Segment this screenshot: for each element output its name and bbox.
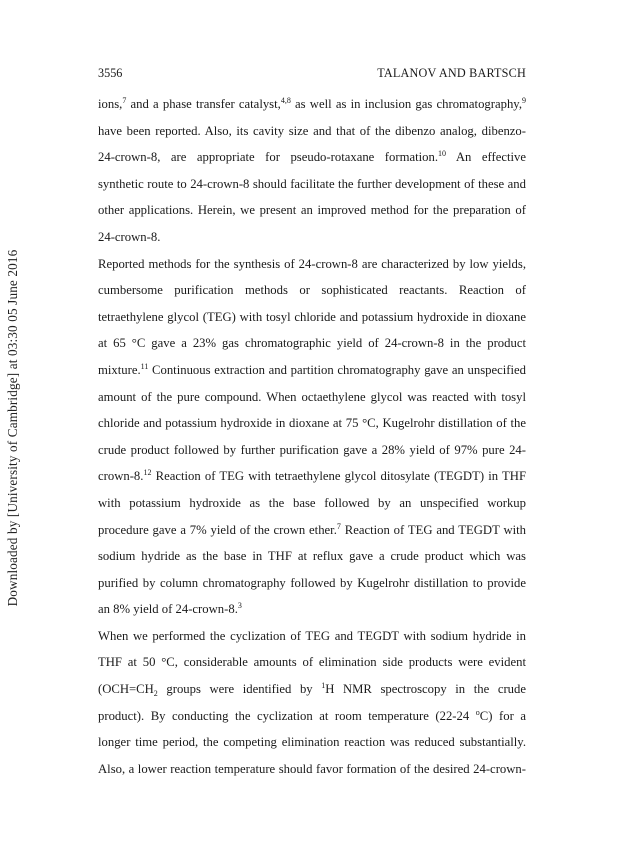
text-segment: an 8% yield of 24-crown-8. xyxy=(98,602,238,617)
text-line: amount of the pure compound. When octaethylene glycol was reacted with tosyl xyxy=(98,389,526,404)
text-line xyxy=(98,596,526,623)
text-line xyxy=(98,357,526,384)
running-head xyxy=(98,66,526,84)
text-line: purified by column chromatography followed by Kugelrohr distillation to provide xyxy=(98,575,526,590)
text-segment: C) for a xyxy=(479,708,526,723)
chemical-subscript: 2 xyxy=(153,689,158,699)
page-number: 3556 xyxy=(98,66,123,80)
text-segment: procedure gave a 7% yield of the crown ether. xyxy=(98,522,337,537)
text-segment: An effective xyxy=(446,150,526,165)
text-segment: and a phase transfer catalyst, xyxy=(126,97,281,111)
text-segment: Continuous extraction and partition chromatography gave an unspecified xyxy=(148,362,526,377)
text-line xyxy=(98,676,526,703)
text-line: synthetic route to 24-crown-8 should facilitate the further development of these and xyxy=(98,176,526,191)
text-line: tetraethylene glycol (TEG) with tosyl chloride and potassium hydroxide in dioxane xyxy=(98,309,526,324)
degree-superscript: o xyxy=(475,707,480,717)
text-line: crude product followed by further purification gave a 28% yield of 97% pure 24- xyxy=(98,442,526,457)
text-line: have been reported. Also, its cavity size and that of the dibenzo analog, dibenzo- xyxy=(98,123,526,138)
text-segment: crown-8. xyxy=(98,469,144,484)
article-body xyxy=(98,91,526,782)
text-line xyxy=(98,517,526,544)
citation-superscript: 4,8 xyxy=(280,96,291,105)
text-segment: 24-crown-8, are appropriate for pseudo-rotaxane formation. xyxy=(98,150,439,165)
citation-superscript: 10 xyxy=(438,149,447,159)
text-line xyxy=(98,144,526,171)
citation-superscript: 9 xyxy=(522,96,526,105)
text-segment: H NMR spectroscopy in the crude xyxy=(325,682,526,697)
citation-superscript: 11 xyxy=(140,361,149,371)
text-line: chloride and potassium hydroxide in dioxane at 75 °C, Kugelrohr distillation of the xyxy=(98,416,526,431)
download-notice-sidebar xyxy=(0,0,26,864)
text-line: When we performed the cyclization of TEG and TEGDT with sodium hydride in xyxy=(98,628,526,643)
text-line: with potassium hydroxide as the base followed by an unspecified workup xyxy=(98,495,526,510)
text-segment: (OCH=CH xyxy=(98,682,154,697)
isotope-superscript: 1 xyxy=(321,681,326,691)
citation-superscript: 12 xyxy=(143,468,152,478)
text-line: Also, a lower reaction temperature should favor formation of the desired 24-crown- xyxy=(98,761,526,776)
text-line: longer time period, the competing elimination reaction was reduced substantially. xyxy=(98,735,526,750)
text-segment: as well as in inclusion gas chromatography, xyxy=(290,97,522,111)
text-line: cumbersome purification methods or sophisticated reactants. Reaction of xyxy=(98,283,526,298)
text-segment: Reaction of TEG and TEGDT with xyxy=(340,522,527,537)
citation-superscript: 7 xyxy=(336,521,341,531)
text-line xyxy=(98,463,526,490)
text-segment: mixture. xyxy=(98,362,141,377)
text-segment: ions, xyxy=(98,97,123,111)
text-line xyxy=(98,91,526,118)
text-line: THF at 50 °C, considerable amounts of elimination side products were evident xyxy=(98,655,526,670)
text-line: sodium hydride as the base in THF at reflux gave a crude product which was xyxy=(98,549,526,564)
text-line: other applications. Herein, we present an improved method for the preparation of xyxy=(98,203,526,218)
citation-superscript: 3 xyxy=(237,601,242,611)
text-line: at 65 °C gave a 23% gas chromatographic yield of 24-crown-8 in the product xyxy=(98,336,526,351)
text-line: Reported methods for the synthesis of 24-crown-8 are characterized by low yields, xyxy=(98,256,526,271)
citation-superscript: 7 xyxy=(122,96,127,105)
running-title: TALANOV AND BARTSCH xyxy=(377,66,526,80)
text-segment: groups were identified by xyxy=(157,682,322,697)
text-line xyxy=(98,703,526,730)
text-segment: product). By conducting the cyclization at room temperature (22-24 xyxy=(98,708,476,723)
download-notice: Downloaded by [University of Cambridge] at 03:30 05 June 2016 xyxy=(5,249,20,607)
text-line: 24-crown-8. xyxy=(98,229,161,244)
text-segment: Reaction of TEG with tetraethylene glycol ditosylate (TEGDT) in THF xyxy=(151,469,526,484)
